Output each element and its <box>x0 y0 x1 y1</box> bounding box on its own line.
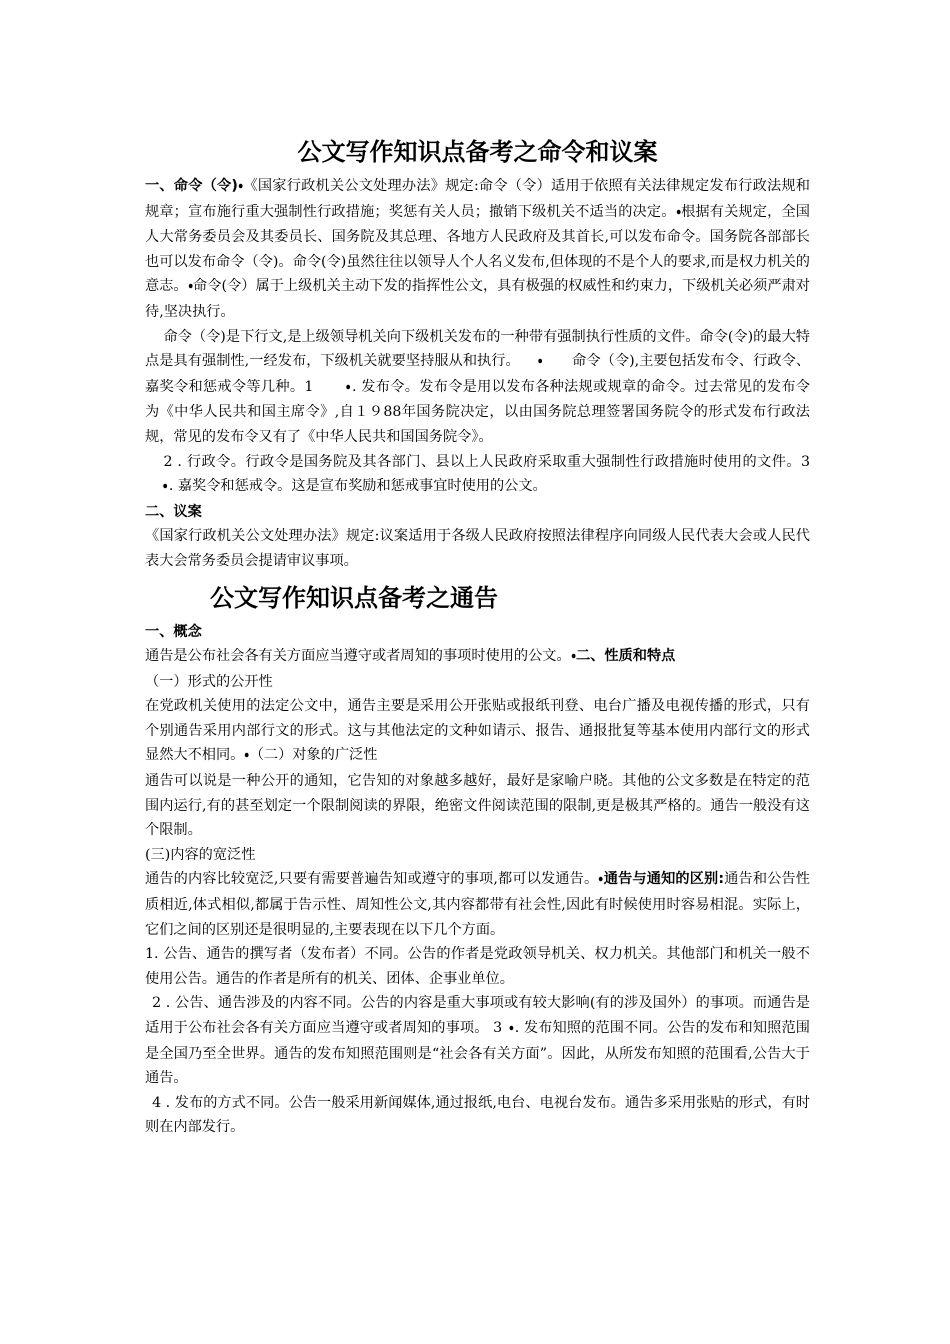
bullet-symbol: ꔷ <box>162 480 168 494</box>
paragraph-audience: 通告可以说是一种公开的通知，它告知的对象越多越好，最好是家喻户晓。其他的公文多数是在特定的范围内运行,有的甚至划定一个限制阅读的界限，绝密文件阅读范围的限制,更是极其严格的。通告一般没有这个限制。 <box>145 773 810 839</box>
document-title-1: 公文写作知识点备考之命令和议案 <box>297 138 658 166</box>
paragraph-publicity <box>145 694 810 769</box>
paragraph-admin-order <box>145 450 810 500</box>
order-authority-text: 命令(令）属于上级机关主动下发的指挥性公文，具有极强的权威性和约束力，下级机关必须严肃对待,坚决执行。 <box>145 278 810 320</box>
bullet-symbol: ꔷ <box>238 180 244 193</box>
order-nature-text: 命令（令)是下行文,是上级领导机关向下级机关发布的一种带有强制执行性质的文件。命令(令)的最大特点是具有强制性,一经发布，下级机关就要坚持服从和执行。 <box>145 328 810 370</box>
paragraph-difference-2 <box>145 991 810 1090</box>
section-heading-nature: 二、性质和特点 <box>576 648 676 665</box>
difference-text: 通告和公告性质相近,体式相似,都属于告示性、周知性公文,其内容都带有社会性,因此有时候使用时容易相混。实际上，它们之间的区别还是很明显的,主要表现在以下几个方面。 <box>145 871 810 938</box>
admin-order-text: 2 . 行政令。行政令是国务院及其各部门、县以上人民政府采取重大强制性行政措施时使用的文件。3 <box>163 453 810 470</box>
heading-difference: 通告与通知的区别: <box>603 871 725 888</box>
concept-heading-text: 一、概念 <box>145 623 202 640</box>
paragraph-order-definition <box>145 174 810 325</box>
paragraph-difference-4: 4 . 发布的方式不同。公告一般采用新闻媒体,通过报纸,电台、电视台发布。通告多采用张贴的形式，有时则在内部发行。 <box>145 1094 810 1136</box>
paragraph-concept <box>145 644 810 670</box>
section-heading-concept <box>145 620 810 645</box>
bullet-symbol: ꔷ <box>345 380 351 394</box>
paragraph-motion: 《国家行政机关公文处理办法》规定:议案适用于各级人民政府按照法律程序向同级人民代表大会或人民代表大会常务委员会提请审议事项。 <box>145 528 810 569</box>
subheading-audience: （二）对象的广泛性 <box>249 747 378 764</box>
order-issuers-text: 根据有关规定，全国人大常务委员会及其委员长、国务院及其总理、各地方人民政府及其首长,可以发布命令。国务院各部部长也可以发布命令（令)。命令(令)虽然往往以领导人个人名义发布,但体现的不是个人的要求,而是权力机关的意志。 <box>145 203 810 295</box>
document-page <box>145 132 810 1140</box>
publicity-text: 在党政机关使用的法定公文中，通告主要是采用公开张贴或报纸刊登、电台广播及电视传播的形式，只有个别通告采用内部行文的形式。这与其他法定的文种如请示、报告、通报批复等基本使用内部行文的形式显然大不相同。 <box>145 698 810 764</box>
reward-order-text: . 嘉奖令和惩戒令。这是宣布奖励和惩戒事宜时使用的公文。 <box>168 478 547 495</box>
bullet-symbol: ꔷ <box>187 280 193 294</box>
paragraph-difference-1: 1. 公告、通告的撰写者（发布者）不同。公告的作者是党政领导机关、权力机关。其他部门和机关一般不使用公告。通告的作者是所有的机关、团体、企事业单位。 <box>145 946 810 987</box>
subheading-publicity: （一）形式的公开性 <box>145 673 273 690</box>
section-heading-motion <box>145 500 810 525</box>
bullet-symbol: ꔷ <box>244 749 250 763</box>
bullet-symbol: ꔷ <box>537 355 543 369</box>
difference-2-text: 2 . 公告、通告涉及的内容不同。公告的内容是重大事项或有较大影响(有的涉及国外）的事项。而通告是适用于公布社会各有关方面应当遵守或者周知的事项。 3 <box>145 995 810 1036</box>
motion-heading-text: 二、议案 <box>145 503 202 520</box>
content-text: 通告的内容比较宽泛,只要有需要普遍告知或遵守的事项,都可以发通告。 <box>145 871 599 888</box>
paragraph-content <box>145 867 810 942</box>
order-definition-text: 《国家行政机关公文处理办法》规定:命令（令）适用于依照有关法律规定发布行政法规和规章；宣布施行重大强制性行政措施；奖惩有关人员；撤销下级机关不适当的决定。 <box>145 178 810 220</box>
section-heading-order: 一、命令（令) <box>145 178 238 194</box>
bullet-symbol: ꔷ <box>509 1022 515 1035</box>
issuing-order-text: . 发布令。发布令是用以发布各种法规或规章的命令。过去常见的发布令为《中华人民共和国主席令》,自１９88年国务院决定，以由国务院总理签署国务院令的形式发布行政法规，常见的发布令又有了《中华人民共和国国务院令》。 <box>145 378 810 445</box>
paragraph-order-types <box>145 325 810 450</box>
subheading-content: (三)内容的宽泛性 <box>145 846 256 863</box>
difference-3-text: . 发布知照的范围不同。公告的发布和知照范围是全国乃至全世界。通告的发布知照范围则是“社会各有关方面”。因此，从所发布知照的范围看,公告大于通告。 <box>145 1020 810 1087</box>
bullet-symbol: ꔷ <box>675 205 681 219</box>
document-title-2: 公文写作知识点备考之通告 <box>210 583 498 612</box>
concept-text: 通告是公布社会各有关方面应当遵守或者周知的事项时使用的公文。 <box>145 648 571 665</box>
bullet-symbol: ꔷ <box>570 650 576 664</box>
bullet-symbol: ꔷ <box>598 873 604 887</box>
order-kinds-text: 命令（令),主要包括发布令、行政令、嘉奖令和惩戒令等几种。1 <box>145 353 811 395</box>
